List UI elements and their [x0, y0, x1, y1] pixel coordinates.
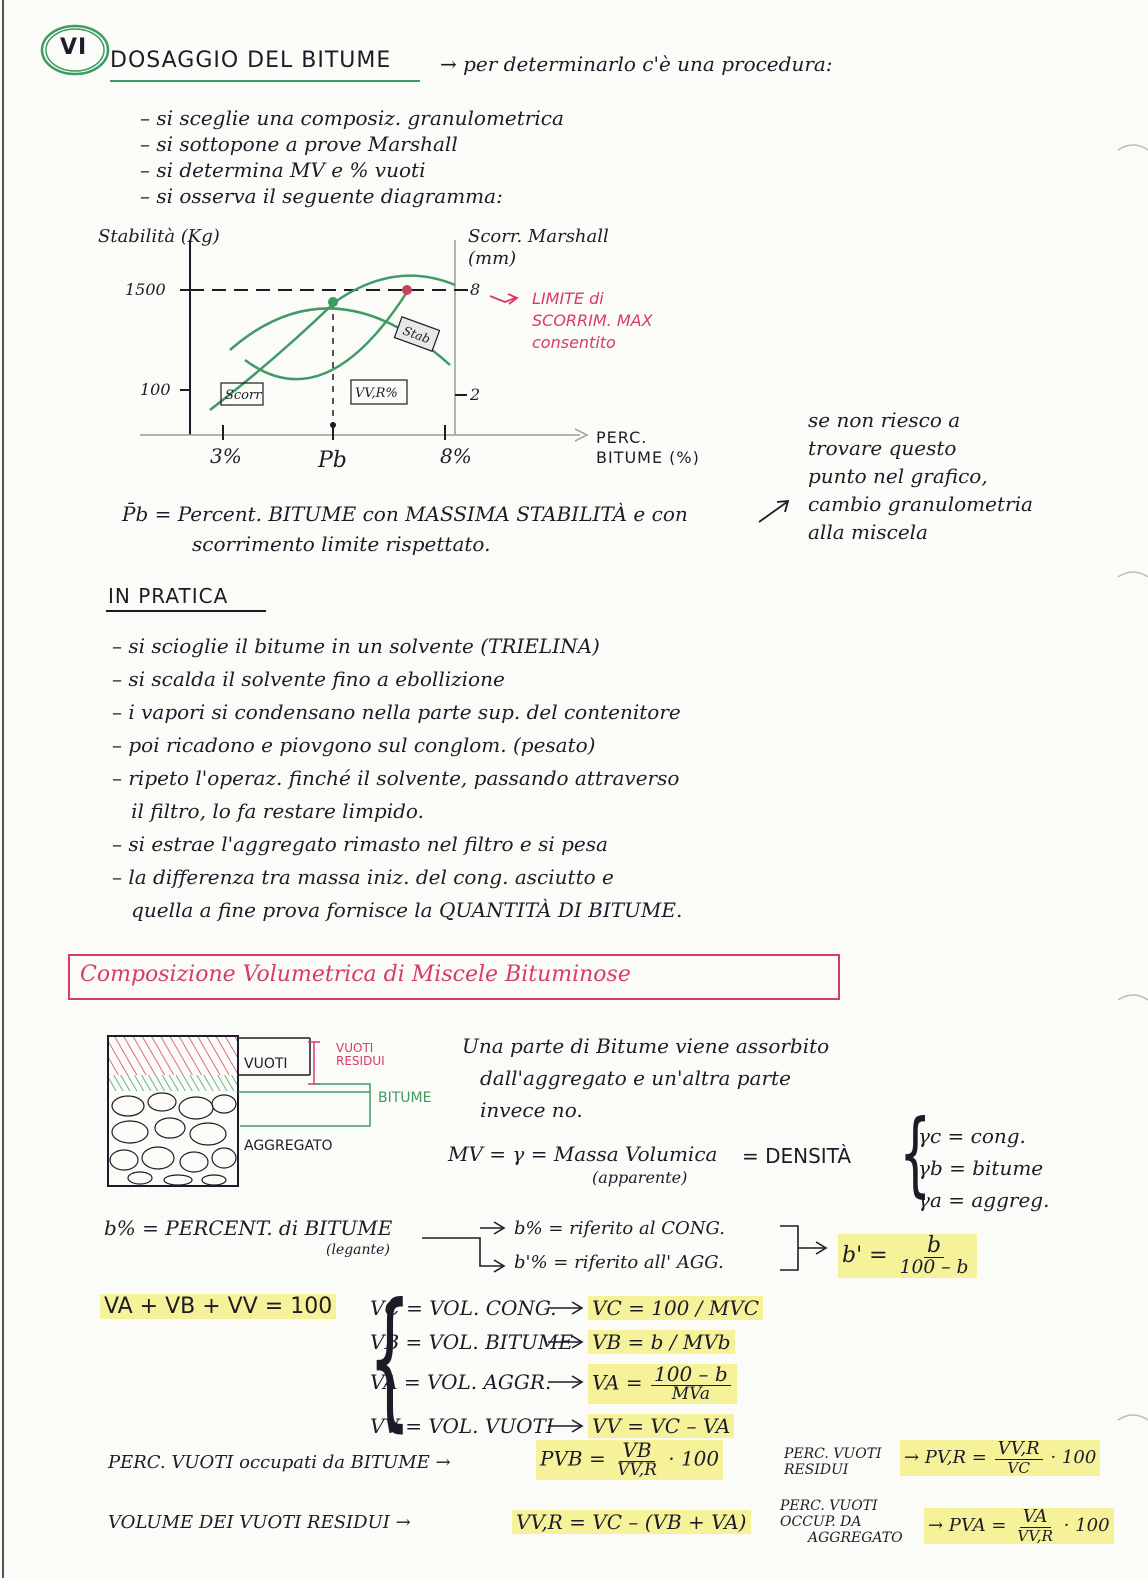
mv-definition: MV = γ = Massa Volumica — [448, 1142, 718, 1166]
b-ref-arrows — [420, 1218, 510, 1278]
diagram-label-vuoti: VUOTI — [244, 1056, 288, 1072]
procedure-step: – si sceglie una composiz. granulometrica — [140, 106, 564, 130]
vuoti-layer — [109, 1037, 237, 1075]
b-percent: b% = PERCENT. di BITUME — [104, 1216, 393, 1240]
y-right-label: Scorr. Marshall (mm) — [468, 226, 609, 269]
volumes-brace: { — [368, 1272, 412, 1446]
procedure-step: – si determina MV e % vuoti — [140, 158, 426, 182]
x-tick-pb: Pb — [318, 448, 347, 473]
perc-vuoti-aggregato-label: PERC. VUOTI OCCUP. DA AGGREGATO — [780, 1498, 903, 1546]
gamma-brace: { — [899, 1100, 932, 1207]
x-tick-8: 8% — [440, 444, 472, 468]
b-ref-cong: b% = riferito al CONG. — [514, 1218, 725, 1239]
ring-holes — [1108, 0, 1148, 1578]
b-prime-formula: b' = $\frac{b}{100 - b}$ — [838, 1234, 977, 1278]
diagram-label-bitume: BITUME — [378, 1090, 432, 1106]
bitume-layer — [109, 1075, 237, 1091]
b-ref-agg: b'% = riferito all' AGG. — [514, 1252, 724, 1273]
label-stab: Stab — [401, 323, 433, 347]
scorrimento-curve — [245, 292, 407, 379]
page-title: DOSAGGIO DEL BITUME — [110, 48, 392, 73]
in-pratica-underline — [106, 610, 266, 612]
diagram-label-aggregato: AGGREGATO — [244, 1138, 333, 1154]
procedure-step: – si sottopone a prove Marshall — [140, 132, 458, 156]
procedure-steps — [140, 106, 564, 210]
pva-formula: → PVA = $\frac{VA}{VV,R}$ · 100 — [924, 1508, 1114, 1544]
x-tick-3: 3% — [210, 444, 242, 468]
mv-apparente: (apparente) — [592, 1168, 688, 1187]
pb-definition-line2: scorrimento limite rispettato. — [192, 532, 491, 556]
limit-annotation: LIMITE di SCORRIM. MAX consentito — [532, 289, 653, 352]
b-percent-sub: (legante) — [326, 1242, 390, 1258]
volume-vuoti-residui-label: VOLUME DEI VUOTI RESIDUI → — [108, 1512, 411, 1533]
composition-diagram — [100, 1028, 460, 1198]
vvr-formula: VV,R = VC – (VB + VA) — [512, 1510, 751, 1534]
y-right-tick-8: 8 — [470, 280, 481, 299]
mv-densita: = DENSITÀ — [742, 1144, 852, 1168]
label-scorr: Scorr — [225, 388, 262, 403]
pvr-formula: → PV,R = $\frac{VV,R}{VC}$ · 100 — [900, 1440, 1100, 1476]
title-underline — [110, 80, 420, 82]
perc-vuoti-bitume-label: PERC. VUOTI occupati da BITUME → — [108, 1452, 451, 1473]
in-pratica-heading: IN PRATICA — [108, 584, 229, 608]
side-note: se non riesco a trovare questo punto nel grafico, cambio granulometria alla miscela — [808, 408, 1033, 544]
title-suffix: → per determinarlo c'è una procedura: — [440, 52, 833, 76]
y-left-tick-1500: 1500 — [125, 280, 166, 299]
y-left-tick-100: 100 — [140, 380, 171, 399]
pvb-formula: PVB = $\frac{VB}{VV,R}$ · 100 — [536, 1440, 723, 1480]
notebook-page: VI DOSAGGIO DEL BITUME → per determinarlo c'è una procedura: – si sceglie una composiz. granulometrica – si sottopone a prove Marshall – si determina MV e % vuoti – si osserva il seguente diagramma: Scorr VV,R% Stab Stabilità (Kg) Scorr. Marshall (mm) 1500 100 8 2 3% Pb 8% PERC. BITUME (%) LIMITE di SCORRIM. MAX consentito se non riesco a trovare questo punto nel grafico, cambio granulometria alla miscela P̄b = Percent. BITUME con MASSIMA STABILITÀ e con scorrimento limite rispettato. IN PRATICA – si scioglie il bitume in un solvente (TRIELINA) – si scalda il solvente fino a ebollizione – i vapori si condensano nella parte sup. del contenitore – poi ricadono e piovgono sul conglom. (pesato) – ripeto l'operaz. finché il solvente, passando attraverso il filtro, lo fa restare limpido. – si estrae l'aggregato rimasto nel filtro e si pesa – la differenza tra massa iniz. del cong. asciutto e quella a fine prova fornisce la QUANTITÀ DI BITUME. Composizione Volumetrica di Miscele Bituminose VUOTI VUOTI RESIDUI BITUME AGGREGATO Una parte di Bitume viene assorbito dall'aggregato e un'altra parte invece no. MV = γ = Massa Volumica (apparente) = DENSITÀ { γc = cong. γb = bitume γa = aggreg. b% = PERCENT. di BITUME (legante) b% = riferito al CONG. b'% = riferito all' AGG. b' = $\frac{b}{100 - b}$ VA + VB + VV = 100 { VC = VOL. CONG. VC = 100 / MVC VB = VOL. BITUME VB = b / MVb VA = VOL. AGGR. VA = $\frac{100 - b}{\text{MVa}}$ VV = VOL. VUOTI VV = VC – VA PERC. VUOTI occupati da BITUME → PVB = $\frac{VB}{VV,R}$ · 100 VOLUME DEI VUOTI RESIDUI → VV,R = VC – (VB + VA) PERC. VUOTI RESIDUI → PV,R = $\frac{VV,R}{VC}$ · 100 PERC. VUOTI OCCUP. DA AGGREGATO → PVA = $\frac{VA}{VV,R}$ · 100 — [0, 0, 1148, 1578]
aggregate-layer — [110, 1093, 236, 1185]
y-left-label: Stabilità (Kg) — [98, 226, 220, 247]
section-number: VI — [60, 35, 88, 60]
limit-point — [402, 285, 412, 295]
absorb-note: Una parte di Bitume viene assorbito dall'aggregato e un'altra parte invece no. — [462, 1034, 830, 1122]
b-ref-bracket — [776, 1220, 836, 1276]
volume-arrows — [540, 1296, 590, 1456]
diagram-label-vuoti-residui: VUOTI RESIDUI — [336, 1041, 385, 1068]
label-vvr: VV,R% — [355, 386, 398, 401]
composition-heading: Composizione Volumetrica di Miscele Bituminose — [80, 962, 631, 987]
in-pratica-steps: – si scioglie il bitume in un solvente (TRIELINA) – si scalda il solvente fino a ebollizione – i vapori si condensano nella parte sup. del contenitore – poi ricadono e piovgono sul conglom. (pesato) – ripeto l'operaz. finché il solvente, passando attraverso il filtro, lo fa restare limpido. – si estrae l'aggregato rimasto nel filtro e si pesa – la differenza tra massa iniz. del cong. asciutto e quella a fine prova fornisce la QUANTITÀ DI BITUME. — [112, 634, 683, 922]
gamma-list: γc = cong. γb = bitume γa = aggreg. — [918, 1124, 1050, 1212]
max-stability-point — [328, 297, 338, 307]
procedure-step: – si osserva il seguente diagramma: — [140, 184, 503, 208]
side-note-arrow — [755, 496, 795, 526]
x-label: PERC. BITUME (%) — [596, 428, 700, 467]
pb-definition-line1: P̄b = Percent. BITUME con MASSIMA STABILITÀ e con — [122, 502, 688, 526]
margin-line — [2, 0, 4, 1578]
y-right-tick-2: 2 — [470, 385, 481, 404]
perc-vuoti-residui-label: PERC. VUOTI RESIDUI — [784, 1446, 882, 1478]
volume-sum-equation: VA + VB + VV = 100 — [100, 1294, 336, 1319]
